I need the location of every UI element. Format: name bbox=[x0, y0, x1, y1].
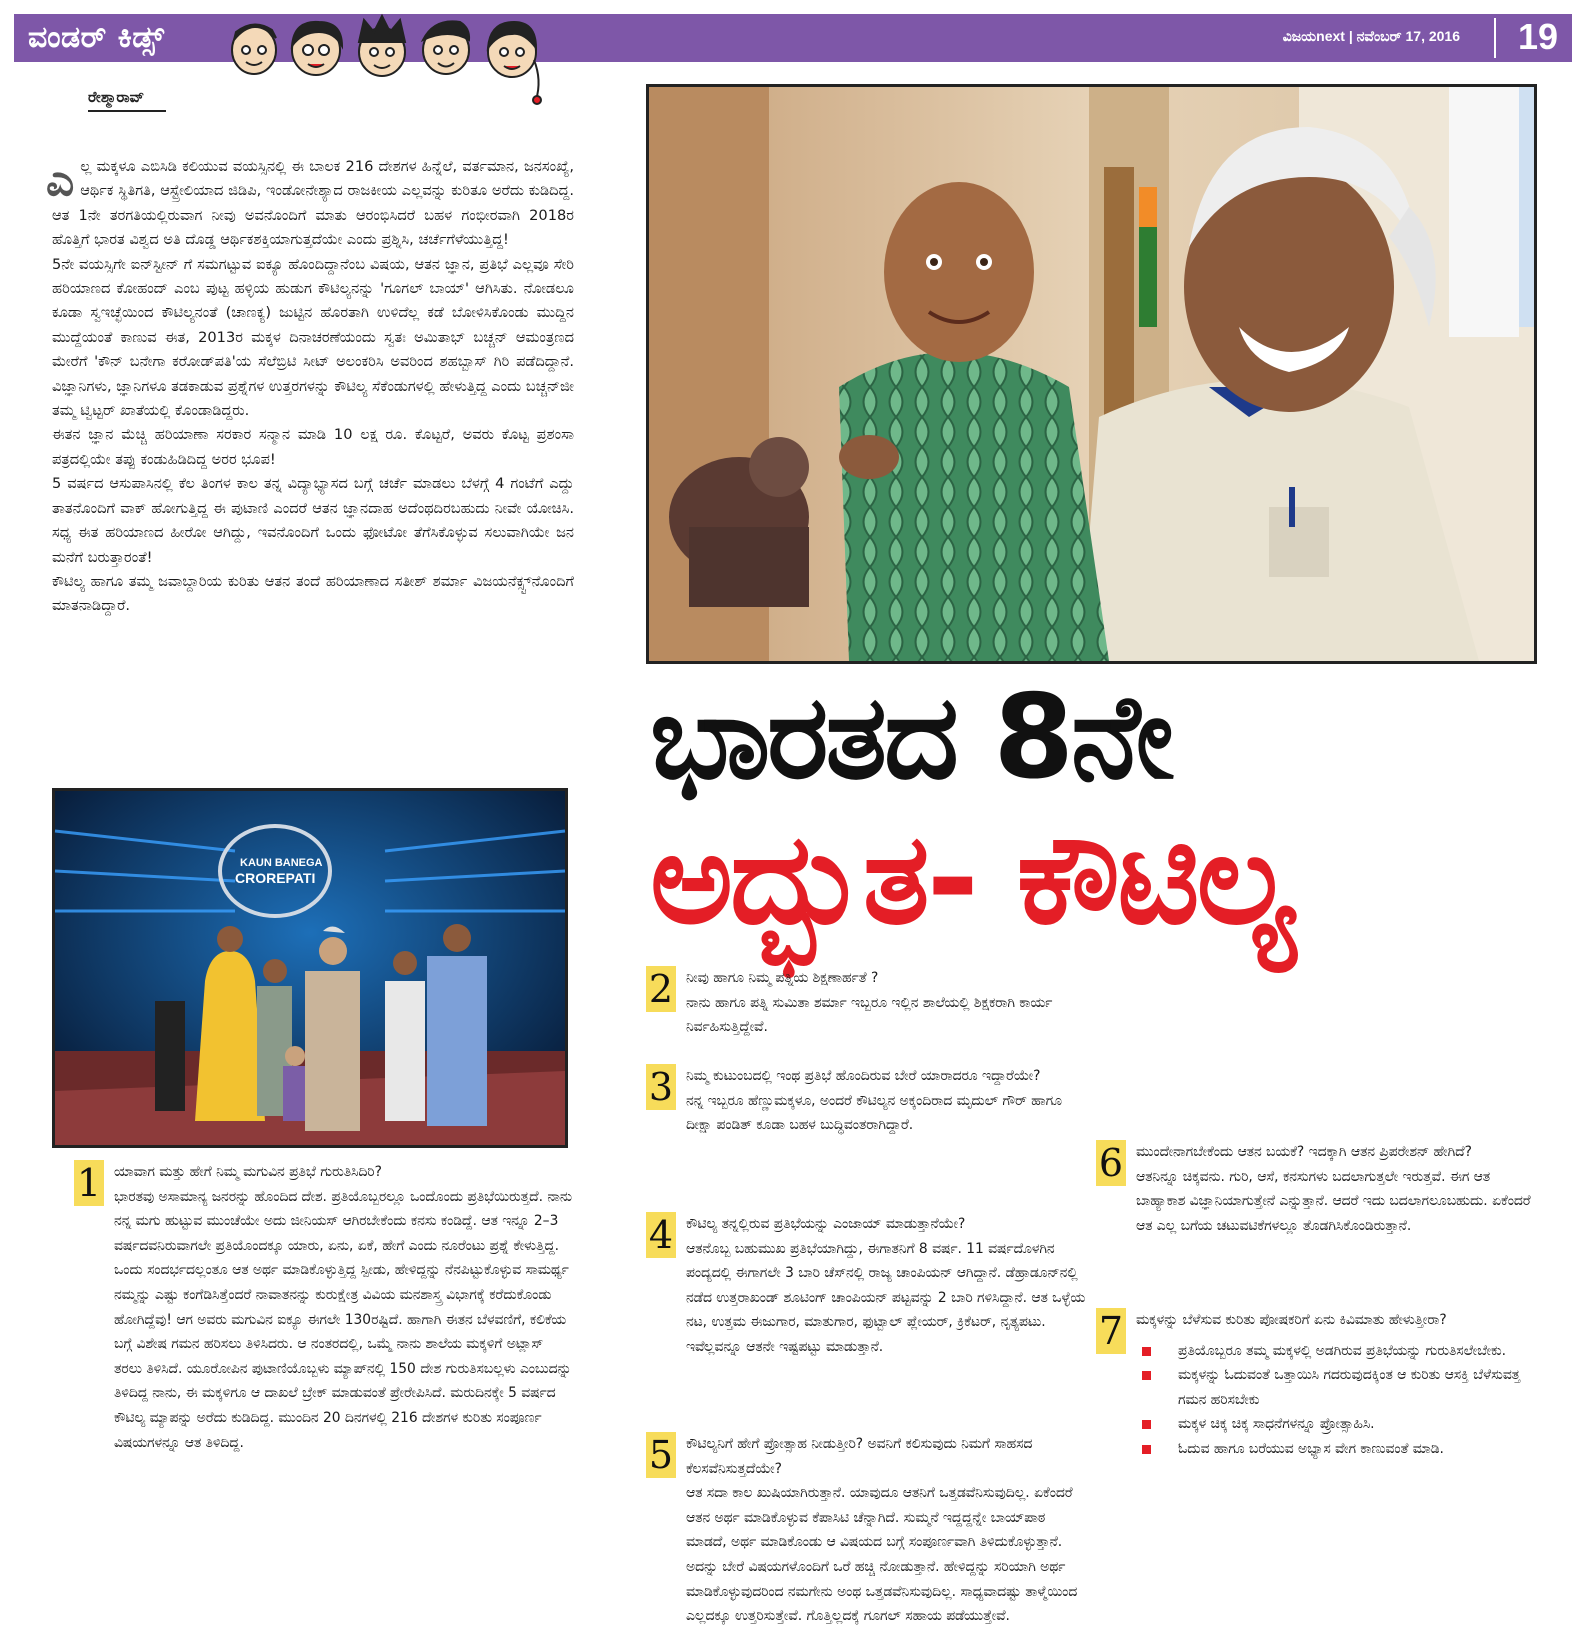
qa-answer: ನನ್ನ ಇಬ್ಬರೂ ಹೆಣ್ಣುಮಕ್ಕಳೂ, ಅಂದರೆ ಕೌಟಿಲ್ಯನ ಅಕ್ಕಂದಿರಾದ ಮೃದುಲ್ ಗೌರ್ ಹಾಗೂ ದೀಕ್ಷಾ ಪಂಡಿತ್ ಕೂಡಾ ಬಹಳ ಬುದ್ಧಿವಂತರಾಗಿದ್ದಾರೆ. bbox=[686, 1092, 1062, 1134]
kbc-photo bbox=[52, 788, 568, 1148]
main-photo bbox=[646, 84, 1537, 664]
qa-number-box: 6 bbox=[1096, 1140, 1126, 1186]
qa-question: ಕೌಟಿಲ್ಯ ತನ್ನಲ್ಲಿರುವ ಪ್ರತಿಭೆಯನ್ನು ಎಂಜಾಯ್ ಮಾಡುತ್ತಾನೆಯೇ? bbox=[686, 1216, 966, 1232]
qa-answer: ಆತನೊಬ್ಬ ಬಹುಮುಖ ಪ್ರತಿಭೆಯಾಗಿದ್ದು, ಈಗಾತನಿಗೆ 8 ವರ್ಷ. 11 ವರ್ಷದೊಳಗಿನ ಪಂದ್ಯದಲ್ಲಿ ಈಗಾಗಲೇ 3 ಬಾರಿ ಚೆಸ್‌ನಲ್ಲಿ ರಾಜ್ಯ ಚಾಂಪಿಯನ್ ಆಗಿದ್ದಾನೆ. ಡೆಹ್ರಾಡೂನ್‌ನಲ್ಲಿ ನಡೆದ ಉತ್ತರಾಖಂಡ್ ಶೂಟಿಂಗ್ ಚಾಂಪಿಯನ್ ಪಟ್ಟವನ್ನು 2 ಬಾರಿ ಗಳಿಸಿದ್ದಾನೆ. ಆತ ಒಳ್ಳೆಯ ನಟ, ಉತ್ತಮ ಈಜುಗಾರ, ಮಾತುಗಾರ, ಫುಟ್ಬಾಲ್ ಪ್ಲೇಯರ್, ಕ್ರಿಕೆಟರ್, ನೃತ್ಯಪಟು. ಇವೆಲ್ಲವನ್ನೂ ಆತನೇ ಇಷ್ಟಪಟ್ಟು ಮಾಡುತ್ತಾನೆ. bbox=[686, 1240, 1086, 1355]
qa-item-3 bbox=[646, 1064, 1086, 1138]
qa-number-box: 3 bbox=[646, 1064, 676, 1110]
byline-underline bbox=[88, 110, 166, 112]
qa-number-box: 4 bbox=[646, 1212, 676, 1258]
svg-text:CROREPATI: CROREPATI bbox=[235, 870, 316, 886]
tip-item: ಪ್ರತಿಯೊಬ್ಬರೂ ತಮ್ಮ ಮಕ್ಕಳಲ್ಲಿ ಅಡಗಿರುವ ಪ್ರತಿಭೆಯನ್ನು ಗುರುತಿಸಲೇಬೇಕು. bbox=[1136, 1339, 1536, 1364]
masthead-date: ವಿಜಯnext | ನವೆಂಬರ್ 17, 2016 bbox=[1282, 28, 1460, 44]
headline-line-2: ಅದ್ಭುತ- ಕೌಟಿಲ್ಯ bbox=[650, 805, 1293, 952]
intro-paragraph: ಕೌಟಿಲ್ಯ ಹಾಗೂ ತಮ್ಮ ಜವಾಬ್ದಾರಿಯ ಕುರಿತು ಆತನ ತಂದೆ ಹರಿಯಾಣಾದ ಸತೀಶ್ ಶರ್ಮಾ ವಿಜಯನೆಕ್ಸ್ಟ್‌ನೊಂದಿಗೆ ಮಾತನಾಡಿದ್ದಾರೆ. bbox=[52, 572, 574, 615]
kbc-set-photo bbox=[55, 791, 565, 1145]
section-banner bbox=[14, 14, 1572, 62]
page-number: 19 bbox=[1517, 16, 1558, 57]
qa-item-7 bbox=[1096, 1308, 1536, 1462]
qa-number-box: 2 bbox=[646, 966, 676, 1012]
qa-item-4 bbox=[646, 1212, 1086, 1360]
tip-item: ಮಕ್ಕಳ ಚಿಕ್ಕ ಚಿಕ್ಕ ಸಾಧನೆಗಳನ್ನೂ ಪ್ರೋತ್ಸಾಹಿಸಿ. bbox=[1136, 1412, 1536, 1437]
intro-paragraph: 5ನೇ ವಯಸ್ಸಿಗೇ ಐನ್‌ಸ್ಟೀನ್ ಗೆ ಸಮಗಟ್ಟುವ ಐಕ್ಯೂ ಹೊಂದಿದ್ದಾನೆಂಬ ವಿಷಯ, ಆತನ ಜ್ಞಾನ, ಪ್ರತಿಭೆ ಎಲ್ಲವೂ ಸೇರಿ ಹರಿಯಾಣದ ಕೋಹಂದ್ ಎಂಬ ಪುಟ್ಟ ಹಳ್ಳಿಯ ಹುಡುಗ ಕೌಟಿಲ್ಯನನ್ನು 'ಗೂಗಲ್ ಬಾಯ್' ಆಗಿಸಿತು. ನೋಡಲೂ ಕೂಡಾ ಸ್ವಇಚ್ಛೆಯಿಂದ ಕೌಟಿಲ್ಯನಂತೆ (ಚಾಣಕ್ಯ) ಜುಟ್ಟಿನ ಹೊರತಾಗಿ ಉಳಿದೆಲ್ಲ ಕಡೆ ಬೋಳಿಸಿಕೊಂಡು ಮುದ್ದಿನ ಮುದ್ದೆಯಂತೆ ಕಾಣುವ ಈತ, 2013ರ ಮಕ್ಕಳ ದಿನಾಚರಣೆಯಂದು ಸ್ವತಃ ಅಮಿತಾಭ್ ಬಚ್ಚನ್ ಆಮಂತ್ರಣದ ಮೇರೆಗೆ 'ಕೌನ್ ಬನೇಗಾ ಕರೋಡ್‌ಪತಿ'ಯ ಸೆಲೆಬ್ರಿಟಿ ಸೀಟ್ ಅಲಂಕರಿಸಿ ಅವರಿಂದ ಶಹಬ್ಬಾಸ್ ಗಿರಿ ಪಡೆದಿದ್ದಾನೆ. ವಿಜ್ಞಾನಿಗಳು, ಜ್ಞಾನಿಗಳೂ ತಡಕಾಡುವ ಪ್ರಶ್ನೆಗಳ ಉತ್ತರಗಳನ್ನು ಕೌಟಿಲ್ಯ ಸೆಕೆಂಡುಗಳಲ್ಲಿ ಹೇಳುತ್ತಿದ್ದ ಎಂದು ಬಚ್ಚನ್‌ಜೀ ತಮ್ಮ ಟ್ವಿಟ್ಟರ್ ಖಾತೆಯಲ್ಲಿ ಕೊಂಡಾಡಿದ್ದರು. bbox=[52, 255, 574, 420]
tip-item: ಮಕ್ಕಳನ್ನು ಓದುವಂತೆ ಒತ್ತಾಯಿಸಿ ಗದರುವುದಕ್ಕಿಂತ ಆ ಕುರಿತು ಆಸಕ್ತಿ ಬೆಳೆಸುವತ್ತ ಗಮನ ಹರಿಸಬೇಕು bbox=[1136, 1363, 1536, 1412]
qa-item-5 bbox=[646, 1432, 1086, 1625]
drop-cap: ಎ bbox=[46, 155, 75, 206]
section-title: ವಂಡರ್ ಕಿಡ್ಸ್ bbox=[28, 20, 165, 55]
masthead-divider bbox=[1494, 18, 1496, 58]
qa-question: ಮಕ್ಕಳನ್ನು ಬೆಳೆಸುವ ಕುರಿತು ಪೋಷಕರಿಗೆ ಏನು ಕಿವಿಮಾತು ಹೇಳುತ್ತೀರಾ? bbox=[1136, 1312, 1447, 1328]
qa-answer: ಆತ ಸದಾ ಕಾಲ ಖುಷಿಯಾಗಿರುತ್ತಾನೆ. ಯಾವುದೂ ಆತನಿಗೆ ಒತ್ತಡವೆನಿಸುವುದಿಲ್ಲ. ಏಕೆಂದರೆ ಆತನ ಅರ್ಥ ಮಾಡಿಕೊಳ್ಳುವ ಕೆಪಾಸಿಟಿ ಚೆನ್ನಾಗಿದೆ. ಸುಮ್ಮನೆ ಇದ್ದದ್ದನ್ನೇ ಬಾಯ್‌ಪಾಠ ಮಾಡದೆ, ಅರ್ಥ ಮಾಡಿಕೊಂಡು ಆ ವಿಷಯದ ಬಗ್ಗೆ ಸಂಪೂರ್ಣವಾಗಿ ತಿಳಿದುಕೊಳ್ಳುತ್ತಾನೆ. ಅದನ್ನು ಬೇರೆ ವಿಷಯಗಳೊಂದಿಗೆ ಒರೆ ಹಚ್ಚಿ ನೋಡುತ್ತಾನೆ. ಹೇಳಿದ್ದನ್ನು ಸರಿಯಾಗಿ ಅರ್ಥ ಮಾಡಿಕೊಳ್ಳುವುದರಿಂದ ನಮಗೇನು ಅಂಥ ಒತ್ತಡವೆನಿಸುವುದಿಲ್ಲ. ಸಾಧ್ಯವಾದಷ್ಟು ತಾಳ್ಮೆಯಿಂದ ಎಲ್ಲದಕ್ಕೂ ಉತ್ತರಿಸುತ್ತೇವೆ. ಗೊತ್ತಿಲ್ಲದಕ್ಕೆ ಗೂಗಲ್ ಸಹಾಯ ಪಡೆಯುತ್ತೇವೆ. bbox=[686, 1485, 1078, 1625]
intro-article bbox=[46, 155, 574, 619]
headline bbox=[650, 670, 1550, 952]
qa-number-box: 5 bbox=[646, 1432, 676, 1478]
cartoon-kids-illustration bbox=[224, 10, 554, 106]
parenting-tips-list bbox=[1136, 1339, 1536, 1462]
qa-question: ಯಾವಾಗ ಮತ್ತು ಹೇಗೆ ನಿಮ್ಮ ಮಗುವಿನ ಪ್ರತಿಭೆ ಗುರುತಿಸಿದಿರಿ? bbox=[114, 1164, 382, 1180]
qa-question: ಕೌಟಿಲ್ಯನಿಗೆ ಹೇಗೆ ಪ್ರೋತ್ಸಾಹ ನೀಡುತ್ತೀರಿ? ಅವನಿಗೆ ಕಲಿಸುವುದು ನಿಮಗೆ ಸಾಹಸದ ಕೆಲಸವೆನಿಸುತ್ತದೆಯೇ? bbox=[686, 1436, 1033, 1477]
qa-item-6 bbox=[1096, 1140, 1536, 1238]
qa-answer: ನಾನು ಹಾಗೂ ಪತ್ನಿ ಸುಮಿತಾ ಶರ್ಮಾ ಇಬ್ಬರೂ ಇಲ್ಲಿನ ಶಾಲೆಯಲ್ಲಿ ಶಿಕ್ಷಕರಾಗಿ ಕಾರ್ಯ ನಿರ್ವಹಿಸುತ್ತಿದ್ದೇವೆ. bbox=[686, 994, 1053, 1036]
qa-answer: ಆತನಿನ್ನೂ ಚಿಕ್ಕವನು. ಗುರಿ, ಆಸೆ, ಕನಸುಗಳು ಬದಲಾಗುತ್ತಲೇ ಇರುತ್ತವೆ. ಈಗ ಆತ ಬಾಹ್ಯಾಕಾಶ ವಿಜ್ಞಾನಿಯಾಗುತ್ತೇನೆ ಎನ್ನುತ್ತಾನೆ. ಆದರೆ ಇದು ಬದಲಾಗಲೂಬಹುದು. ಏಕೆಂದರೆ ಆತ ಎಲ್ಲ ಬಗೆಯ ಚಟುವಟಿಕೆಗಳಲ್ಲೂ ತೊಡಗಿಸಿಕೊಂಡಿರುತ್ತಾನೆ. bbox=[1136, 1168, 1531, 1234]
boy-with-kalam-photo bbox=[649, 87, 1534, 661]
qa-number-box: 1 bbox=[74, 1160, 104, 1206]
intro-paragraph: ಈತನ ಜ್ಞಾನ ಮೆಚ್ಚಿ ಹರಿಯಾಣಾ ಸರಕಾರ ಸನ್ಮಾನ ಮಾಡಿ 10 ಲಕ್ಷ ರೂ. ಕೊಟ್ಟರೆ, ಅವರು ಕೊಟ್ಟ ಪ್ರಶಂಸಾ ಪತ್ರದಲ್ಲಿಯೇ ತಪ್ಪು ಕಂಡುಹಿಡಿದಿದ್ದ ಅರರ ಭೂಪ! bbox=[52, 426, 574, 468]
intro-paragraph: ಲ್ಲ ಮಕ್ಕಳೂ ಎಬಿಸಿಡಿ ಕಲಿಯುವ ವಯಸ್ಸಿನಲ್ಲಿ ಈ ಬಾಲಕ 216 ದೇಶಗಳ ಹಿನ್ನೆಲೆ, ವರ್ತಮಾನ, ಜನಸಂಖ್ಯೆ, ಆರ್ಥಿಕ ಸ್ಥಿತಿಗತಿ, ಆಸ್ಟ್ರೇಲಿಯಾದ ಜಿಡಿಪಿ, ಇಂಡೋನೇಶ್ಯಾದ ರಾಜಕೀಯ ಎಲ್ಲವನ್ನು ಕುರಿತೂ ಅರೆದು ಕುಡಿದಿದ್ದ. ಆತ 1ನೇ ತರಗತಿಯಲ್ಲಿರುವಾಗ ನೀವು ಅವನೊಂದಿಗೆ ಮಾತು ಆರಂಭಿಸಿದರೆ ಬಹಳ ಗಂಭೀರವಾಗಿ 2018ರ ಹೊತ್ತಿಗೆ ಭಾರತ ವಿಶ್ವದ ಅತಿ ದೊಡ್ಡ ಆರ್ಥಿಕಶಕ್ತಿಯಾಗುತ್ತದೆಯೇ ಎಂದು ಪ್ರಶ್ನಿಸಿ, ಚರ್ಚೆಗೆಳೆಯುತ್ತಿದ್ದ! bbox=[52, 158, 574, 249]
tip-item: ಓದುವ ಹಾಗೂ ಬರೆಯುವ ಅಭ್ಯಾಸ ವೇಗ ಕಾಣುವಂತೆ ಮಾಡಿ. bbox=[1136, 1437, 1536, 1462]
intro-paragraph: 5 ವರ್ಷದ ಆಸುಪಾಸಿನಲ್ಲಿ ಕೆಲ ತಿಂಗಳ ಕಾಲ ತನ್ನ ವಿದ್ಯಾಭ್ಯಾಸದ ಬಗ್ಗೆ ಚರ್ಚೆ ಮಾಡಲು ಬೆಳಗ್ಗೆ 4 ಗಂಟೆಗೆ ಎದ್ದು ತಾತನೊಂದಿಗೆ ವಾಕ್ ಹೋಗುತ್ತಿದ್ದ ಈ ಪುಟಾಣಿ ಎಂದರೆ ಆತನ ಜ್ಞಾನದಾಹ ಅದೆಂಥದಿರಬಹುದು ನೀವೇ ಯೋಚಿಸಿ. ಸಧ್ಯ ಈತ ಹರಿಯಾಣದ ಹೀರೋ ಆಗಿದ್ದು, ಇವನೊಂದಿಗೆ ಒಂದು ಫೋಟೋ ತೆಗೆಸಿಕೊಳ್ಳುವ ಸಲುವಾಗಿಯೇ ಜನ ಮನೆಗೆ ಬರುತ್ತಾರಂತೆ! bbox=[52, 475, 574, 566]
qa-question: ಮುಂದೇನಾಗಬೇಕೆಂದು ಆತನ ಬಯಕೆ? ಇದಕ್ಕಾಗಿ ಆತನ ಪ್ರಿಪರೇಶನ್ ಹೇಗಿದೆ? bbox=[1136, 1144, 1472, 1160]
headline-line-1: ಭಾರತದ 8ನೇ bbox=[650, 670, 1171, 805]
kbc-logo-text: KAUN BANEGA bbox=[240, 857, 323, 869]
qa-question: ನಿಮ್ಮ ಕುಟುಂಬದಲ್ಲಿ ಇಂಥ ಪ್ರತಿಭೆ ಹೊಂದಿರುವ ಬೇರೆ ಯಾರಾದರೂ ಇದ್ದಾರೆಯೇ? bbox=[686, 1068, 1041, 1084]
qa-item-2 bbox=[646, 966, 1086, 1040]
qa-question: ನೀವು ಹಾಗೂ ನಿಮ್ಮ ಪತ್ನಿಯ ಶಿಕ್ಷಣಾರ್ಹತೆ ? bbox=[686, 970, 879, 986]
qa-number-box: 7 bbox=[1096, 1308, 1126, 1354]
author-byline: ರೇಶ್ಮಾರಾವ್ bbox=[88, 88, 145, 106]
qa-answer: ಭಾರತವು ಅಸಾಮಾನ್ಯ ಜನರನ್ನು ಹೊಂದಿದ ದೇಶ. ಪ್ರತಿಯೊಬ್ಬರಲ್ಲೂ ಒಂದೊಂದು ಪ್ರತಿಭೆಯಿರುತ್ತದೆ. ನಾನು ನನ್ನ ಮಗು ಹುಟ್ಟುವ ಮುಂಚೆಯೇ ಅದು ಜೀನಿಯಸ್ ಆಗಿರಬೇಕೆಂದು ಕನಸು ಕಂಡಿದ್ದೆ. ಆತ ಇನ್ನೂ 2–3 ವರ್ಷದವನಿರುವಾಗಲೇ ಪ್ರತಿಯೊಂದಕ್ಕೂ ಯಾರು, ಏನು, ಏಕೆ, ಹೇಗೆ ಎಂದು ನೂರೆಂಟು ಪ್ರಶ್ನೆ ಕೇಳುತ್ತಿದ್ದ. ಒಂದು ಸಂದರ್ಭದಲ್ಲಂತೂ ಆತ ಅರ್ಥ ಮಾಡಿಕೊಳ್ಳುತ್ತಿದ್ದ ಸ್ಪೀಡು, ಹೇಳಿದ್ದನ್ನು ನೆನಪಿಟ್ಟುಕೊಳ್ಳುವ ಸಾಮರ್ಥ್ಯ ನಮ್ಮನ್ನು ಎಷ್ಟು ಕಂಗೆಡಿಸಿತ್ತೆಂದರೆ ನಾವಾತನನ್ನು ಕುರುಕ್ಷೇತ್ರ ವಿವಿಯ ಮನಶಾಸ್ತ್ರ ವಿಭಾಗಕ್ಕೆ ಕರೆದುಕೊಂಡು ಹೋಗಿದ್ದೆವು! ಆಗ ಅವರು ಮಗುವಿನ ಐಕ್ಯೂ ಈಗಲೇ 130ರಷ್ಟಿದೆ. ಹಾಗಾಗಿ ಈತನ ಬೆಳವಣಿಗೆ, ಕಲಿಕೆಯ ಬಗ್ಗೆ ವಿಶೇಷ ಗಮನ ಹರಿಸಲು ತಿಳಿಸಿದರು. ಆ ನಂತರದಲ್ಲಿ, ಒಮ್ಮೆ ನಾನು ಶಾಲೆಯ ಮಕ್ಕಳಿಗೆ ಅಟ್ಲಾಸ್ ತರಲು ತಿಳಿಸಿದೆ. ಯೂರೋಪಿನ ಪುಟಾಣಿಯೊಬ್ಬಳು ಮ್ಯಾಪ್‌ನಲ್ಲಿ 150 ದೇಶ ಗುರುತಿಸಬಲ್ಲಳು ಎಂಬುದನ್ನು ತಿಳಿದಿದ್ದ ನಾನು, ಈ ಮಕ್ಕಳಿಗೂ ಆ ದಾಖಲೆ ಬ್ರೇಕ್ ಮಾಡುವಂತೆ ಪ್ರೇರೇಪಿಸಿದೆ. ಮರುದಿನಕ್ಕೇ 5 ವರ್ಷದ ಕೌಟಿಲ್ಯ ಮ್ಯಾಪನ್ನು ಅರೆದು ಕುಡಿದಿದ್ದ. ಮುಂದಿನ 20 ದಿನಗಳಲ್ಲಿ 216 ದೇಶಗಳ ಕುರಿತು ಸಂಪೂರ್ಣ ವಿಷಯಗಳನ್ನೂ ಆತ ತಿಳಿದಿದ್ದ. bbox=[114, 1188, 572, 1451]
qa-item-1 bbox=[74, 1160, 574, 1455]
